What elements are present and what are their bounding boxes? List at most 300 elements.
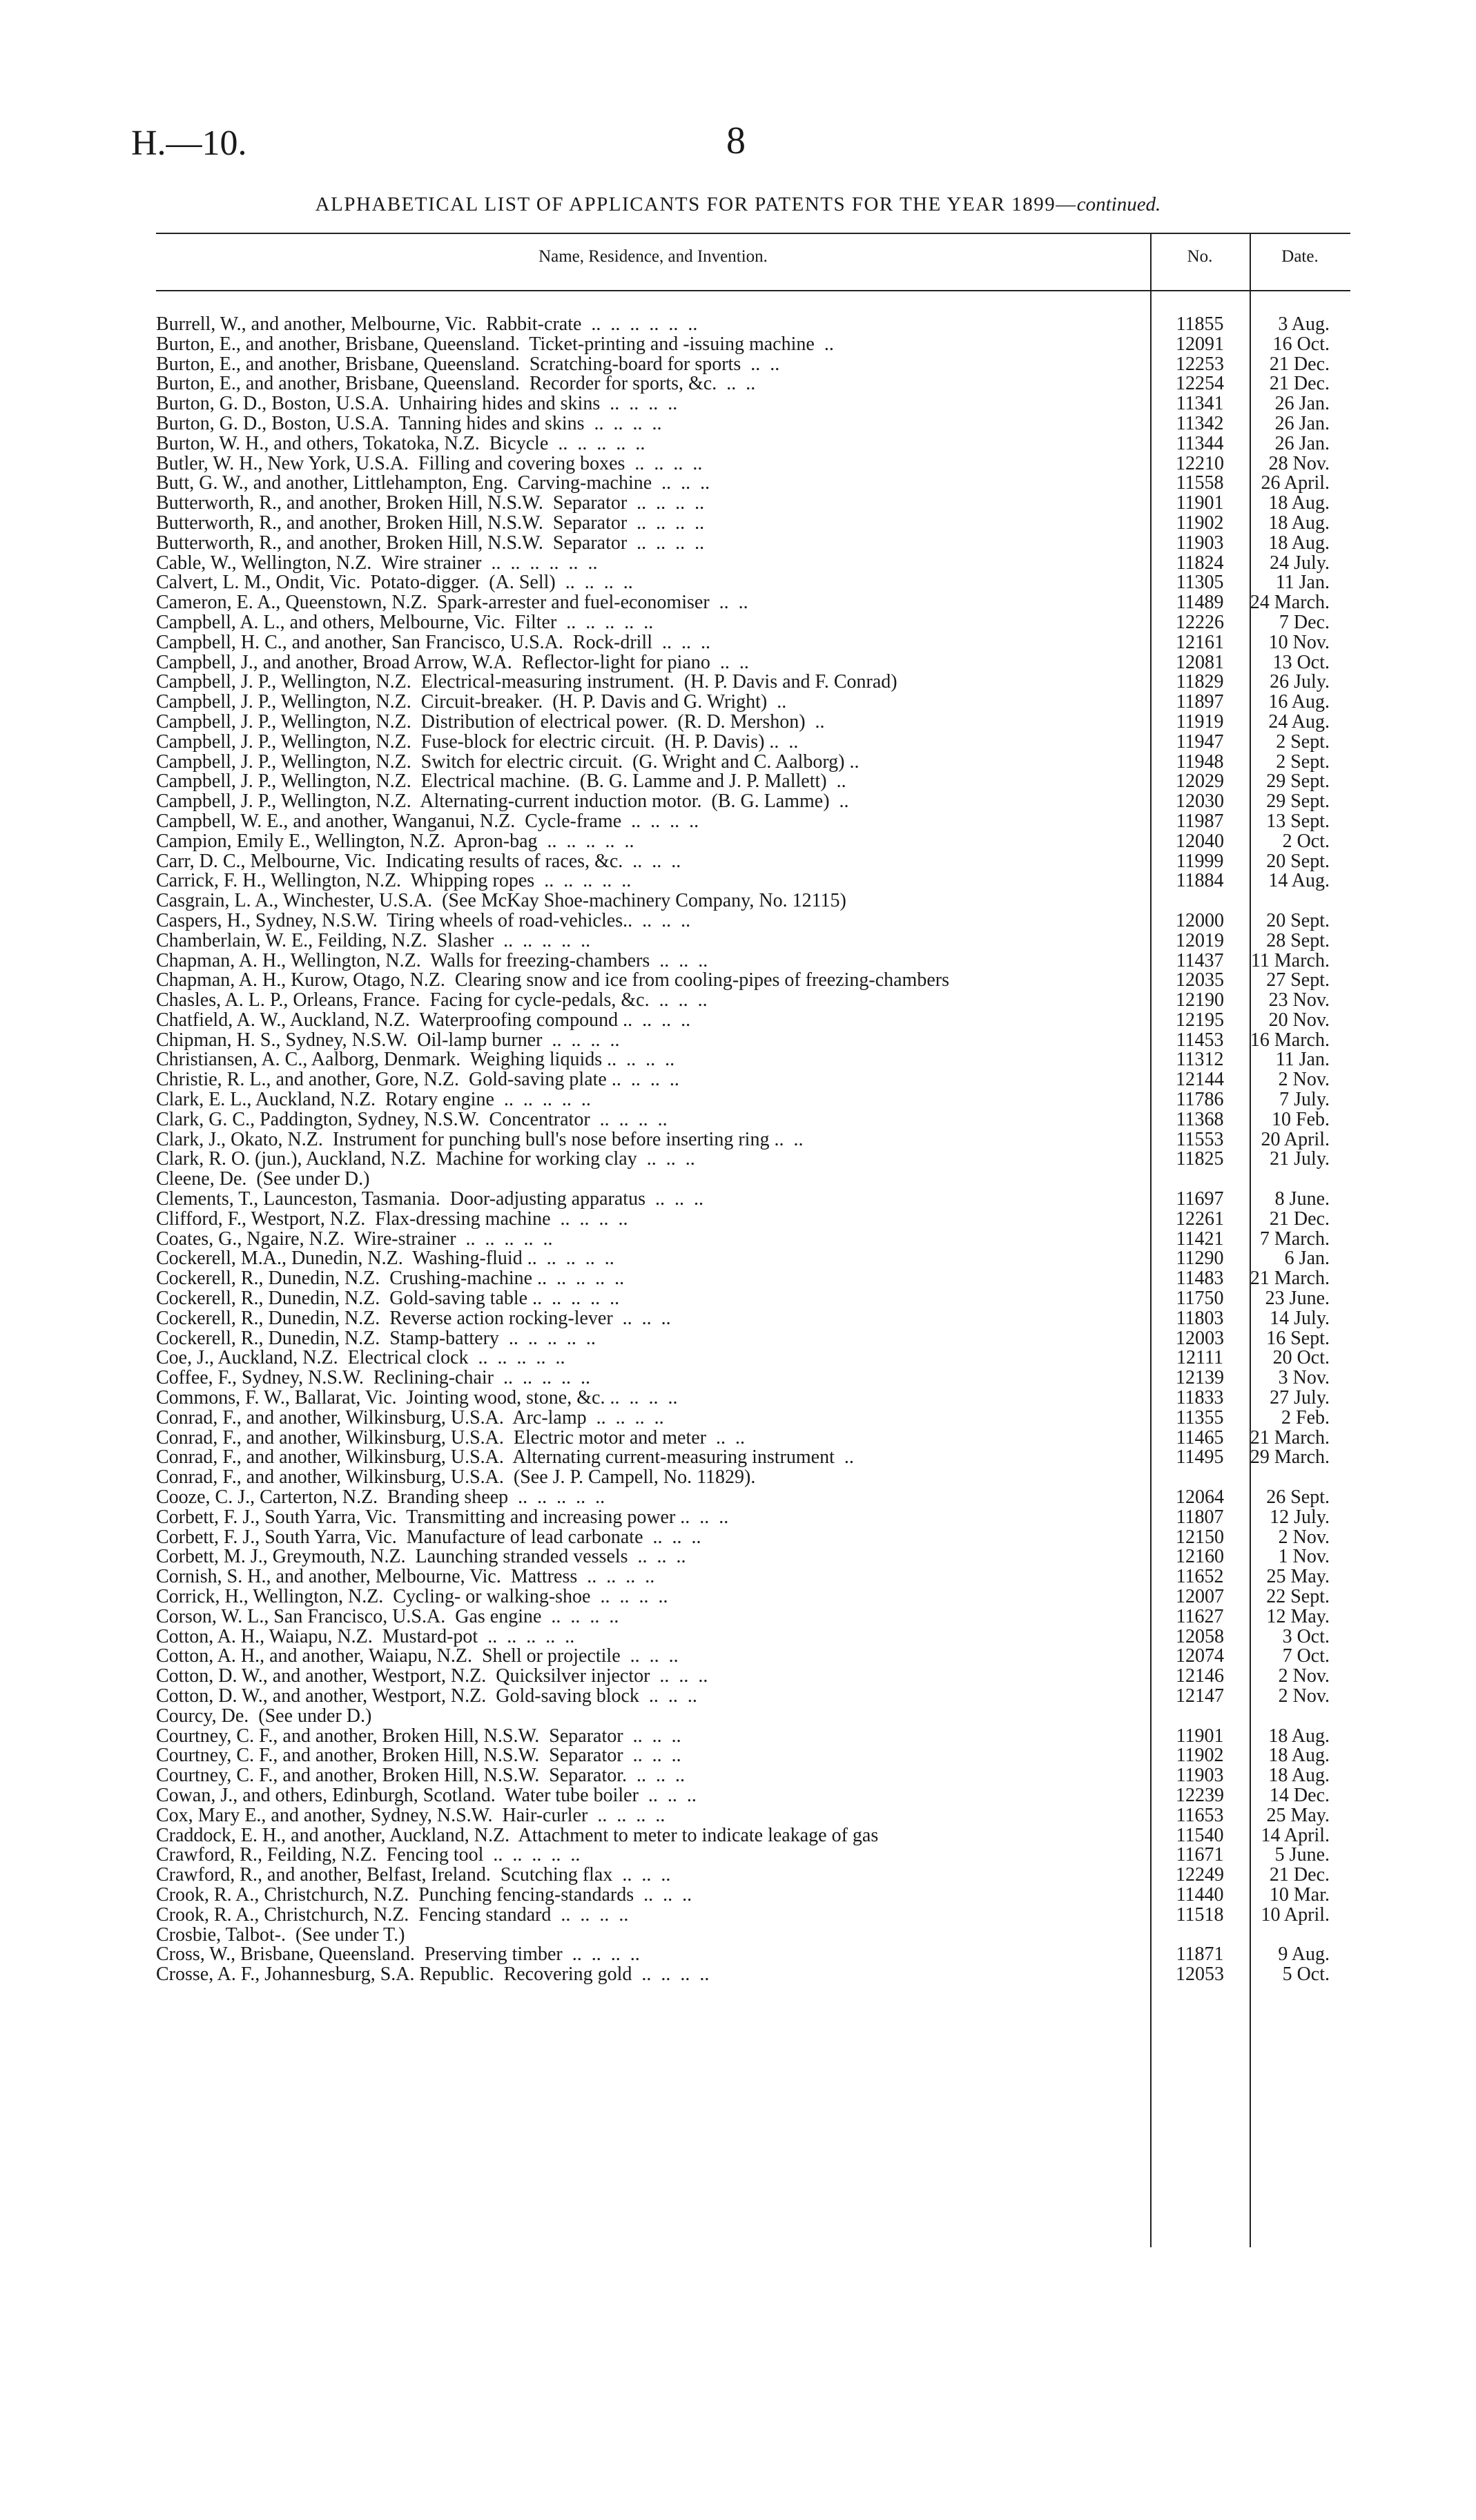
table-row <box>156 1249 1350 1269</box>
applicant-entry: Campbell, J. P., Wellington, N.Z. Switch for electric circuit. (G. Wright and C. Aalborg) .. <box>156 750 860 773</box>
table-row <box>156 494 1350 514</box>
patent-number: 12261 <box>1176 1208 1224 1230</box>
applicant-entry: Christiansen, A. C., Aalborg, Denmark. Weighing liquids .. .. .. .. <box>156 1049 675 1071</box>
applicant-entry: Campbell, W. E., and another, Wanganui, N.Z. Cycle-frame .. .. .. .. <box>156 810 699 832</box>
table-header-rule <box>156 290 1350 291</box>
applicant-entry: Chatfield, A. W., Auckland, N.Z. Waterproofing compound .. .. .. .. <box>156 1009 691 1031</box>
page-identifier: H.—10. <box>131 124 247 163</box>
patent-number: 11825 <box>1176 1148 1224 1170</box>
table-row <box>156 1647 1350 1667</box>
applicant-entry: Cornish, S. H., and another, Melbourne, Vic. Mattress .. .. .. .. <box>156 1566 655 1588</box>
applicant-entry: Corrick, H., Wellington, N.Z. Cycling- or walking-shoe .. .. .. .. <box>156 1586 668 1607</box>
applicant-entry: Campbell, J. P., Wellington, N.Z. Electrical-measuring instrument. (H. P. Davis and F. Conrad) <box>156 671 897 693</box>
application-date: 16 March. <box>1250 1029 1330 1051</box>
patent-number: 11919 <box>1176 710 1224 733</box>
application-date: 2 Nov. <box>1278 1526 1330 1548</box>
applicant-entry: Casgrain, L. A., Winchester, U.S.A. (See McKay Shoe-machinery Company, No. 12115) <box>156 890 846 912</box>
patent-number: 12030 <box>1176 791 1224 813</box>
table-row <box>156 1845 1350 1865</box>
table-row <box>156 355 1350 375</box>
patent-number: 11312 <box>1176 1049 1224 1071</box>
table-row <box>156 1667 1350 1687</box>
patent-number: 11540 <box>1176 1824 1224 1846</box>
applicant-entry: Cotton, A. H., Waiapu, N.Z. Mustard-pot .. .. .. .. .. <box>156 1625 575 1647</box>
patent-number: 11553 <box>1176 1128 1224 1150</box>
applicant-entry: Cooze, C. J., Carterton, N.Z. Branding sheep .. .. .. .. .. <box>156 1486 605 1509</box>
application-date: 26 April. <box>1261 472 1330 494</box>
application-date: 7 March. <box>1259 1228 1330 1250</box>
applicant-entry: Chapman, A. H., Kurow, Otago, N.Z. Clearing snow and ice from cooling-pipes of freezing-chambers <box>156 969 949 991</box>
patent-number: 11652 <box>1176 1566 1224 1588</box>
application-date: 13 Oct. <box>1272 651 1330 673</box>
applicant-entry: Clifford, F., Westport, N.Z. Flax-dressing machine .. .. .. .. <box>156 1208 628 1230</box>
applicant-entry: Cameron, E. A., Queenstown, N.Z. Spark-arrester and fuel-economiser .. .. <box>156 592 748 614</box>
table-row <box>156 730 1350 753</box>
table-row <box>156 1050 1350 1070</box>
applicant-entry: Campbell, J. P., Wellington, N.Z. Fuse-block for electric circuit. (H. P. Davis) .. .. <box>156 730 799 753</box>
applicant-entry: Clark, J., Okato, N.Z. Instrument for punching bull's nose before inserting ring .. .. <box>156 1128 804 1150</box>
application-date: 24 July. <box>1270 552 1330 574</box>
table-row <box>156 1627 1350 1647</box>
title-main: ALPHABETICAL LIST OF APPLICANTS FOR PATENTS FOR THE YEAR 1899— <box>315 193 1077 215</box>
patent-number: 11368 <box>1176 1108 1224 1130</box>
applicant-entry: Butterworth, R., and another, Broken Hill, N.S.W. Separator .. .. .. .. <box>156 512 705 534</box>
applicant-entry: Cockerell, R., Dunedin, N.Z. Reverse action rocking-lever .. .. .. <box>156 1307 671 1329</box>
patent-number: 11786 <box>1176 1089 1224 1111</box>
application-date: 28 Nov. <box>1268 452 1330 474</box>
application-date: 12 July. <box>1270 1506 1330 1528</box>
application-date: 18 Aug. <box>1268 1765 1330 1787</box>
patent-number: 12074 <box>1176 1645 1224 1667</box>
applicant-entry: Butterworth, R., and another, Broken Hill, N.S.W. Separator .. .. .. .. <box>156 492 705 514</box>
applicant-entry: Butterworth, R., and another, Broken Hill, N.S.W. Separator .. .. .. .. <box>156 532 705 554</box>
patent-number: 11671 <box>1176 1844 1224 1866</box>
table-row <box>156 434 1350 454</box>
applicant-entry: Coates, G., Ngaire, N.Z. Wire-strainer .. .. .. .. .. <box>156 1228 553 1250</box>
application-date: 11 Jan. <box>1275 572 1330 594</box>
column-header-date: Date. <box>1281 247 1319 266</box>
patent-number: 12003 <box>1176 1327 1224 1349</box>
table-row <box>156 792 1350 812</box>
patent-number: 11902 <box>1176 512 1224 534</box>
patent-number: 11421 <box>1176 1228 1224 1250</box>
table-row <box>156 1806 1350 1826</box>
page-number: 8 <box>726 119 746 162</box>
patent-applicant-list <box>156 315 1350 1985</box>
application-date: 11 Jan. <box>1275 1049 1330 1071</box>
patent-number: 11807 <box>1176 1506 1224 1528</box>
application-date: 21 March. <box>1250 1268 1330 1290</box>
patent-number: 12226 <box>1176 611 1224 633</box>
table-row <box>156 454 1350 474</box>
patent-number: 12029 <box>1176 770 1224 793</box>
patent-number: 12081 <box>1176 651 1224 673</box>
applicant-entry: Courtney, C. F., and another, Broken Hill, N.S.W. Separator .. .. .. <box>156 1725 681 1747</box>
table-row <box>156 1903 1350 1926</box>
column-header-no: No. <box>1187 247 1213 266</box>
table-row <box>156 672 1350 692</box>
table-row <box>156 534 1350 554</box>
application-date: 2 Sept. <box>1276 730 1330 753</box>
applicant-entry: Clark, E. L., Auckland, N.Z. Rotary engine .. .. .. .. .. <box>156 1089 591 1111</box>
applicant-entry: Corbett, M. J., Greymouth, N.Z. Launching stranded vessels .. .. .. <box>156 1546 686 1568</box>
patent-number: 11750 <box>1176 1288 1224 1310</box>
applicant-entry: Burton, W. H., and others, Tokatoka, N.Z. Bicycle .. .. .. .. .. <box>156 432 645 454</box>
applicant-entry: Coe, J., Auckland, N.Z. Electrical clock .. .. .. .. .. <box>156 1347 565 1369</box>
applicant-entry: Clements, T., Launceston, Tasmania. Door-adjusting apparatus .. .. .. <box>156 1188 703 1210</box>
table-row <box>156 633 1350 653</box>
title-continued: continued. <box>1076 193 1161 215</box>
table-row <box>156 911 1350 931</box>
applicant-entry: Campbell, J., and another, Broad Arrow, W.A. Reflector-light for piano .. .. <box>156 651 749 673</box>
application-date: 21 Dec. <box>1269 353 1330 375</box>
applicant-entry: Conrad, F., and another, Wilkinsburg, U.S.A. Electric motor and meter .. .. <box>156 1426 745 1448</box>
patent-number: 11901 <box>1176 1725 1224 1747</box>
application-date: 26 Jan. <box>1274 393 1330 415</box>
applicant-entry: Craddock, E. H., and another, Auckland, N.Z. Attachment to meter to indicate leakage of gas <box>156 1824 879 1846</box>
table-row <box>156 1408 1350 1428</box>
patent-number: 11290 <box>1176 1248 1224 1270</box>
applicant-entry: Clark, G. C., Paddington, Sydney, N.S.W. Concentrator .. .. .. .. <box>156 1108 668 1130</box>
table-row <box>156 1587 1350 1607</box>
application-date: 20 Sept. <box>1266 909 1330 931</box>
table-row <box>156 593 1350 613</box>
application-date: 25 May. <box>1266 1804 1330 1826</box>
table-row <box>156 1488 1350 1508</box>
application-date: 7 Dec. <box>1279 611 1330 633</box>
table-row <box>156 653 1350 673</box>
application-date: 10 Feb. <box>1272 1108 1330 1130</box>
table-row <box>156 1547 1350 1567</box>
applicant-entry: Christie, R. L., and another, Gore, N.Z. Gold-saving plate .. .. .. .. <box>156 1069 679 1091</box>
application-date: 16 Oct. <box>1272 333 1330 355</box>
patent-number: 12147 <box>1176 1685 1224 1707</box>
applicant-entry: Butler, W. H., New York, U.S.A. Filling and covering boxes .. .. .. .. <box>156 452 703 474</box>
patent-number: 12019 <box>1176 929 1224 951</box>
applicant-entry: Conrad, F., and another, Wilkinsburg, U.S.A. Alternating current-measuring instrument .. <box>156 1446 854 1469</box>
application-date: 20 Oct. <box>1272 1347 1330 1369</box>
applicant-entry: Chasles, A. L. P., Orleans, France. Facing for cycle-pedals, &c. .. .. .. <box>156 989 708 1011</box>
patent-number: 11483 <box>1176 1268 1224 1290</box>
applicant-entry: Cockerell, R., Dunedin, N.Z. Gold-saving table .. .. .. .. .. <box>156 1288 620 1310</box>
table-row <box>156 1567 1350 1587</box>
applicant-entry: Commons, F. W., Ballarat, Vic. Jointing wood, stone, &c. .. .. .. .. <box>156 1387 678 1409</box>
application-date: 20 Sept. <box>1266 850 1330 872</box>
patent-number: 11903 <box>1176 532 1224 554</box>
table-row <box>156 474 1350 494</box>
applicant-entry: Campbell, J. P., Wellington, N.Z. Distribution of electrical power. (R. D. Mershon) .. <box>156 710 825 733</box>
application-date: 14 July. <box>1270 1307 1330 1329</box>
table-row <box>156 991 1350 1011</box>
table-row <box>156 971 1350 991</box>
table-row <box>156 750 1350 773</box>
table-row <box>156 1368 1350 1388</box>
table-top-rule <box>156 233 1350 234</box>
table-row <box>156 1883 1350 1906</box>
applicant-entry: Crosbie, Talbot-. (See under T.) <box>156 1923 405 1946</box>
table-row <box>156 1468 1350 1488</box>
patent-number: 11948 <box>1176 750 1224 773</box>
patent-number: 11871 <box>1176 1944 1224 1966</box>
patent-number: 11342 <box>1176 412 1224 434</box>
patent-number: 12053 <box>1176 1964 1224 1986</box>
applicant-entry: Crosse, A. F., Johannesburg, S.A. Republic. Recovering gold .. .. .. .. <box>156 1964 710 1986</box>
application-date: 8 June. <box>1274 1188 1330 1210</box>
patent-number: 11987 <box>1176 810 1224 832</box>
patent-number: 11999 <box>1176 850 1224 872</box>
patent-number: 12161 <box>1176 631 1224 653</box>
table-row <box>156 1766 1350 1786</box>
patent-number: 11344 <box>1176 432 1224 454</box>
table-row <box>156 710 1350 733</box>
applicant-entry: Cotton, D. W., and another, Westport, N.Z. Gold-saving block .. .. .. <box>156 1685 697 1707</box>
table-row <box>156 1923 1350 1946</box>
application-date: 2 Feb. <box>1281 1406 1330 1428</box>
application-date: 25 May. <box>1266 1566 1330 1588</box>
applicant-entry: Burton, E., and another, Brisbane, Queensland. Recorder for sports, &c. .. .. <box>156 373 756 395</box>
table-row <box>156 1826 1350 1846</box>
patent-number: 12091 <box>1176 333 1224 355</box>
table-row <box>156 573 1350 593</box>
patent-number: 12160 <box>1176 1546 1224 1568</box>
table-row <box>156 1945 1350 1965</box>
application-date: 18 Aug. <box>1268 532 1330 554</box>
table-row <box>156 1428 1350 1448</box>
table-row <box>156 1269 1350 1289</box>
patent-number: 11897 <box>1176 691 1224 713</box>
table-row <box>156 613 1350 633</box>
table-row <box>156 1607 1350 1627</box>
application-date: 24 Aug. <box>1268 710 1330 733</box>
applicant-entry: Conrad, F., and another, Wilkinsburg, U.S.A. (See J. P. Campell, No. 11829). <box>156 1466 756 1489</box>
application-date: 6 Jan. <box>1284 1248 1330 1270</box>
table-row <box>156 1210 1350 1230</box>
table-row <box>156 692 1350 713</box>
application-date: 21 Dec. <box>1269 1208 1330 1230</box>
patent-number: 12254 <box>1176 373 1224 395</box>
application-date: 18 Aug. <box>1268 512 1330 534</box>
table-row <box>156 1309 1350 1329</box>
table-row <box>156 1786 1350 1806</box>
column-header-name: Name, Residence, and Invention. <box>538 247 768 266</box>
applicant-entry: Cross, W., Brisbane, Queensland. Preserving timber .. .. .. .. <box>156 1944 640 1966</box>
applicant-entry: Crook, R. A., Christchurch, N.Z. Fencing standard .. .. .. .. <box>156 1903 629 1926</box>
applicant-entry: Clark, R. O. (jun.), Auckland, N.Z. Machine for working clay .. .. .. <box>156 1148 695 1170</box>
applicant-entry: Corbett, F. J., South Yarra, Vic. Transmitting and increasing power .. .. .. <box>156 1506 729 1528</box>
application-date: 10 April. <box>1261 1903 1330 1926</box>
application-date: 24 March. <box>1250 592 1330 614</box>
applicant-entry: Cable, W., Wellington, N.Z. Wire strainer .. .. .. .. .. .. <box>156 552 598 574</box>
table-row <box>156 1448 1350 1468</box>
application-date: 14 April. <box>1261 1824 1330 1846</box>
applicant-entry: Burton, E., and another, Brisbane, Queensland. Scratching-board for sports .. .. <box>156 353 780 375</box>
applicant-entry: Cockerell, R., Dunedin, N.Z. Stamp-battery .. .. .. .. .. <box>156 1327 596 1349</box>
application-date: 10 Nov. <box>1268 631 1330 653</box>
applicant-entry: Carr, D. C., Melbourne, Vic. Indicating results of races, &c. .. .. .. <box>156 850 681 872</box>
table-row <box>156 891 1350 911</box>
application-date: 2 Nov. <box>1278 1665 1330 1687</box>
patent-number: 11697 <box>1176 1188 1224 1210</box>
application-date: 7 Oct. <box>1282 1645 1330 1667</box>
applicant-entry: Corson, W. L., San Francisco, U.S.A. Gas engine .. .. .. .. <box>156 1605 619 1627</box>
patent-number: 12210 <box>1176 452 1224 474</box>
table-row <box>156 1031 1350 1051</box>
table-row <box>156 1865 1350 1886</box>
application-date: 9 Aug. <box>1278 1944 1330 1966</box>
application-date: 3 Nov. <box>1278 1367 1330 1389</box>
table-row <box>156 1348 1350 1368</box>
patent-number: 11653 <box>1176 1804 1224 1826</box>
application-date: 29 March. <box>1250 1446 1330 1469</box>
applicant-entry: Crawford, R., Feilding, N.Z. Fencing tool .. .. .. .. .. <box>156 1844 581 1866</box>
applicant-entry: Campbell, J. P., Wellington, N.Z. Alternating-current induction motor. (B. G. Lamme) .. <box>156 791 849 813</box>
application-date: 23 June. <box>1265 1288 1330 1310</box>
table-row <box>156 1230 1350 1250</box>
patent-number: 11901 <box>1176 492 1224 514</box>
patent-number: 11518 <box>1176 1903 1224 1926</box>
application-date: 29 Sept. <box>1266 791 1330 813</box>
applicant-entry: Crook, R. A., Christchurch, N.Z. Punching fencing-standards .. .. .. <box>156 1883 692 1906</box>
applicant-entry: Courcy, De. (See under D.) <box>156 1705 372 1727</box>
application-date: 13 Sept. <box>1266 810 1330 832</box>
table-row <box>156 812 1350 832</box>
patent-number: 11803 <box>1176 1307 1224 1329</box>
applicant-entry: Cockerell, M.A., Dunedin, N.Z. Washing-fluid .. .. .. .. .. <box>156 1248 614 1270</box>
applicant-entry: Cotton, D. W., and another, Westport, N.Z. Quicksilver injector .. .. .. <box>156 1665 708 1687</box>
applicant-entry: Courtney, C. F., and another, Broken Hill, N.S.W. Separator .. .. .. <box>156 1745 681 1767</box>
patent-number: 11465 <box>1176 1426 1224 1448</box>
table-row <box>156 335 1350 355</box>
patent-number: 11305 <box>1176 572 1224 594</box>
patent-number: 11341 <box>1176 393 1224 415</box>
applicant-entry: Cox, Mary E., and another, Sydney, N.S.W. Hair-curler .. .. .. .. <box>156 1804 666 1826</box>
table-row <box>156 1289 1350 1309</box>
application-date: 20 Nov. <box>1268 1009 1330 1031</box>
table-row <box>156 772 1350 792</box>
application-date: 3 Oct. <box>1282 1625 1330 1647</box>
table-row <box>156 1130 1350 1150</box>
table-row <box>156 1707 1350 1727</box>
application-date: 21 March. <box>1250 1426 1330 1448</box>
table-row <box>156 871 1350 891</box>
patent-number: 12007 <box>1176 1586 1224 1607</box>
application-date: 2 Nov. <box>1278 1685 1330 1707</box>
table-row <box>156 1011 1350 1031</box>
table-row <box>156 852 1350 872</box>
application-date: 21 Dec. <box>1269 373 1330 395</box>
patent-number: 11437 <box>1176 949 1224 971</box>
table-row <box>156 1070 1350 1090</box>
table-row <box>156 554 1350 574</box>
applicant-entry: Campbell, J. P., Wellington, N.Z. Electrical machine. (B. G. Lamme and J. P. Mallett) .. <box>156 770 846 793</box>
table-row <box>156 1090 1350 1110</box>
table-row <box>156 1110 1350 1130</box>
page-title <box>0 193 1476 216</box>
application-date: 21 July. <box>1270 1148 1330 1170</box>
patent-number: 12144 <box>1176 1069 1224 1091</box>
application-date: 23 Nov. <box>1268 989 1330 1011</box>
patent-number: 11833 <box>1176 1387 1224 1409</box>
table-row <box>156 514 1350 534</box>
application-date: 26 Jan. <box>1274 432 1330 454</box>
application-date: 2 Nov. <box>1278 1069 1330 1091</box>
applicant-entry: Cowan, J., and others, Edinburgh, Scotland. Water tube boiler .. .. .. <box>156 1784 697 1806</box>
patent-number: 11355 <box>1176 1406 1224 1428</box>
application-date: 22 Sept. <box>1266 1586 1330 1607</box>
applicant-entry: Cotton, A. H., and another, Waiapu, N.Z. Shell or projectile .. .. .. <box>156 1645 679 1667</box>
application-date: 27 July. <box>1270 1387 1330 1409</box>
applicant-entry: Chipman, H. S., Sydney, N.S.W. Oil-lamp burner .. .. .. .. <box>156 1029 620 1051</box>
patent-number: 11902 <box>1176 1745 1224 1767</box>
application-date: 21 Dec. <box>1269 1864 1330 1886</box>
application-date: 2 Oct. <box>1282 830 1330 852</box>
applicant-entry: Coffee, F., Sydney, N.S.W. Reclining-chair .. .. .. .. .. <box>156 1367 590 1389</box>
patent-number: 11855 <box>1176 313 1224 335</box>
patent-number: 12195 <box>1176 1009 1224 1031</box>
applicant-entry: Campbell, J. P., Wellington, N.Z. Circuit-breaker. (H. P. Davis and G. Wright) .. <box>156 691 787 713</box>
application-date: 11 March. <box>1250 949 1330 971</box>
applicant-entry: Crawford, R., and another, Belfast, Ireland. Scutching flax .. .. .. <box>156 1864 671 1886</box>
patent-number: 12146 <box>1176 1665 1224 1687</box>
application-date: 5 Oct. <box>1282 1964 1330 1986</box>
table-row <box>156 1150 1350 1170</box>
patent-number: 12058 <box>1176 1625 1224 1647</box>
application-date: 1 Nov. <box>1278 1546 1330 1568</box>
table-row <box>156 315 1350 335</box>
patent-number: 11947 <box>1176 730 1224 753</box>
applicant-entry: Burrell, W., and another, Melbourne, Vic. Rabbit-crate .. .. .. .. .. .. <box>156 313 698 335</box>
table-row <box>156 394 1350 414</box>
application-date: 29 Sept. <box>1266 770 1330 793</box>
application-date: 7 July. <box>1279 1089 1330 1111</box>
patent-number: 11627 <box>1176 1605 1224 1627</box>
application-date: 5 June. <box>1274 1844 1330 1866</box>
application-date: 27 Sept. <box>1266 969 1330 991</box>
applicant-entry: Conrad, F., and another, Wilkinsburg, U.S.A. Arc-lamp .. .. .. .. <box>156 1406 664 1428</box>
application-date: 14 Dec. <box>1269 1784 1330 1806</box>
patent-number: 11558 <box>1176 472 1224 494</box>
application-date: 26 Sept. <box>1266 1486 1330 1509</box>
patent-number: 12139 <box>1176 1367 1224 1389</box>
table-row <box>156 832 1350 852</box>
application-date: 14 Aug. <box>1268 870 1330 892</box>
application-date: 18 Aug. <box>1268 1725 1330 1747</box>
applicant-entry: Cockerell, R., Dunedin, N.Z. Crushing-machine .. .. .. .. .. <box>156 1268 625 1290</box>
table-row <box>156 1528 1350 1548</box>
table-row <box>156 1329 1350 1349</box>
applicant-entry: Burton, G. D., Boston, U.S.A. Tanning hides and skins .. .. .. .. <box>156 412 662 434</box>
applicant-entry: Campion, Emily E., Wellington, N.Z. Apron-bag .. .. .. .. .. <box>156 830 634 852</box>
table-row <box>156 931 1350 951</box>
applicant-entry: Burton, E., and another, Brisbane, Queensland. Ticket-printing and -issuing machine .. <box>156 333 834 355</box>
applicant-entry: Cleene, De. (See under D.) <box>156 1168 370 1190</box>
applicant-entry: Burton, G. D., Boston, U.S.A. Unhairing hides and skins .. .. .. .. <box>156 393 678 415</box>
application-date: 18 Aug. <box>1268 1745 1330 1767</box>
applicant-entry: Campbell, H. C., and another, San Francisco, U.S.A. Rock-drill .. .. .. <box>156 631 710 653</box>
patent-number: 12239 <box>1176 1784 1224 1806</box>
application-date: 16 Aug. <box>1268 691 1330 713</box>
patent-number: 12035 <box>1176 969 1224 991</box>
patent-number: 11489 <box>1176 592 1224 614</box>
patent-number: 12040 <box>1176 830 1224 852</box>
patent-number: 11824 <box>1176 552 1224 574</box>
patent-number: 11829 <box>1176 671 1224 693</box>
application-date: 18 Aug. <box>1268 492 1330 514</box>
patent-number: 11884 <box>1176 870 1224 892</box>
applicant-entry: Butt, G. W., and another, Littlehampton, Eng. Carving-machine .. .. .. <box>156 472 710 494</box>
table-row <box>156 1508 1350 1528</box>
table-row <box>156 1965 1350 1985</box>
